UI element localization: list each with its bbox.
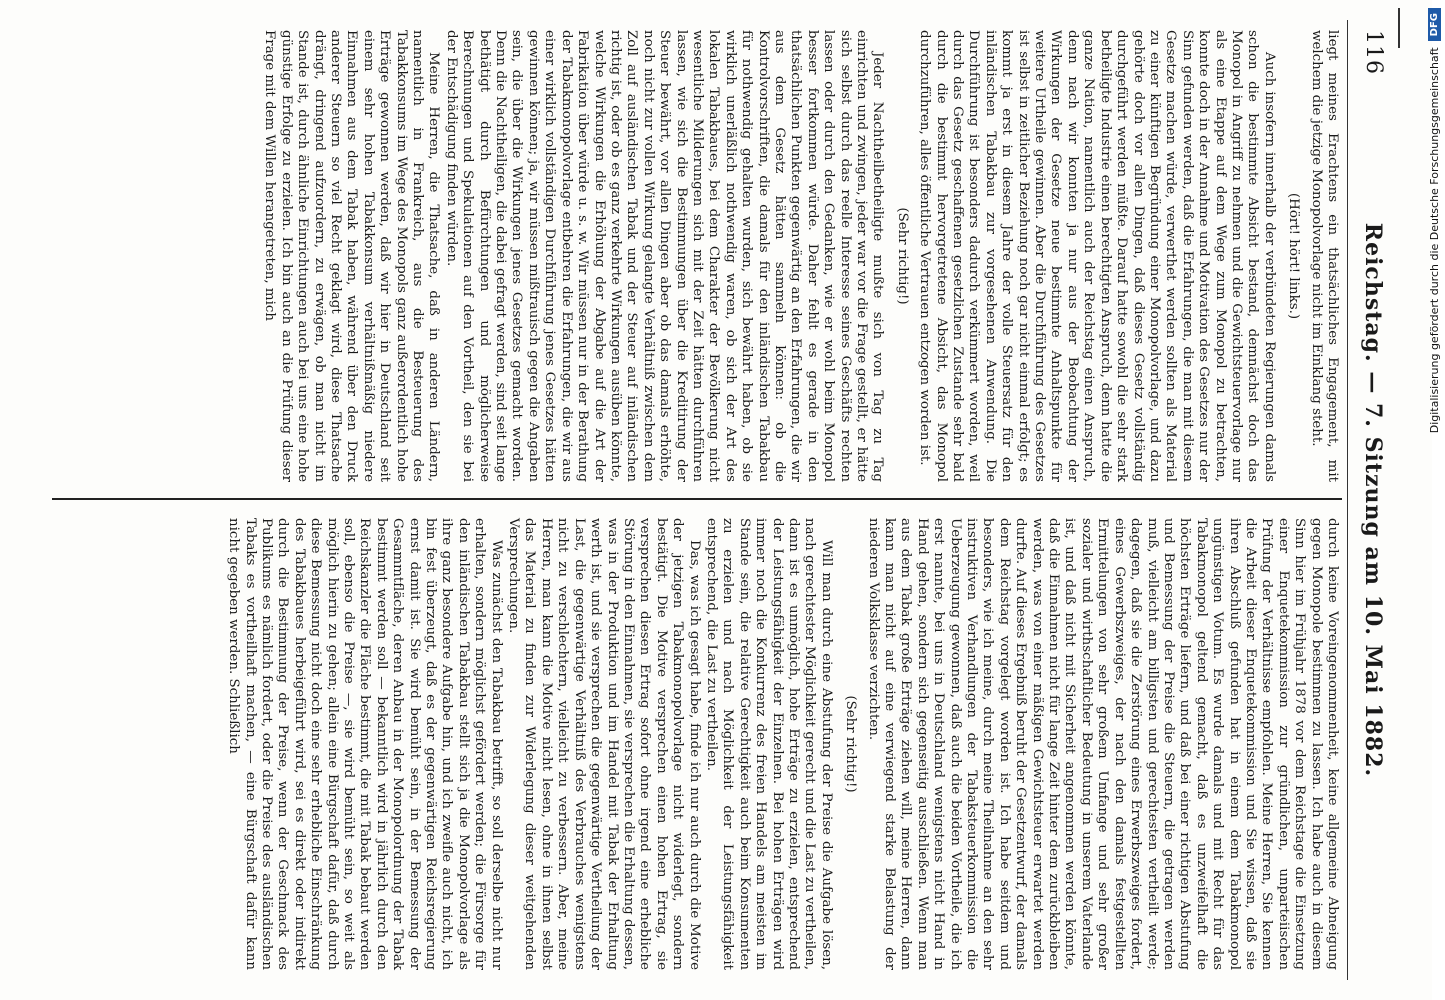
dfg-logo: DFG — [1428, 8, 1441, 41]
right-column — [60, 518, 1340, 970]
paragraph: Will man durch eine Abstufung der Preise die Aufgabe lösen, nach gerechtester Möglichkeit gerecht und die Last zu vertheilen, dann ist es unmöglich, hohe Erträge zu erzielen, entsprechend der Leistungsfähigkeit der Einzelnen. Bei hohen Erträgen wird immer noch die Konkurrenz des freien Handels am meisten im Stande sein, die relative Gerechtigkeit auch beim Konsumenten zu erzielen und nach Möglichkeit der Leistungsfähigkeit entsprechend, die Last zu vertheilen. — [703, 518, 834, 970]
credit-text: Digitalisierung gefördert durch die Deutsche Forschungsgemeinschaft — [1427, 47, 1441, 434]
credit-text-rotated — [1423, 8, 1445, 992]
page-title: Reichstag. — 7. Sitzung am 10. Mai 1882. — [1360, 222, 1386, 778]
page-header — [1350, 20, 1400, 980]
page-number: 116 — [1361, 30, 1386, 75]
column-divider — [52, 498, 1342, 500]
interjection: (Hört! hört! links.) — [1286, 192, 1302, 320]
paragraph: Auch insofern innerhalb der verbündeten Regierungen damals schon die bestimmte Absicht bestand, demnächst doch das Monopol in Angriff zu nehmen und die Gewichtsteuervorlage nur als eine Etappe auf dem Wege zum Monopol zu betrachten, konnte doch in der Annahme und Motivation des Gesetzes nur der Sinn gefunden werden, daß die Erfahrungen, die man mit diesem Gesetze machen würde, verwerthet werden sollten als Material zu einer künftigen Begründung einer Monopolvorlage, und dazu gehörte doch vor allen Dingen, daß dieses Gesetz vollständig durchgeführt werden müßte. Darauf hatte sowohl die sehr stark betheiligte Industrie einen berechtigten Anspruch, denn hatte die ganze Nation, namentlich auch der Reichstag einen Anspruch, denn nach wir konnten ja nur aus der Beobachtung der Wirkungen der Gesetze neue bestimmte Anhaltspunkte für weitere Urtheile gewinnen. Aber die Durchführung des Gesetzes ist selbst in zeitlicher Beziehung noch gar nicht einmal erfolgt; es kommt ja erst in diesem Jahre der volle Steuersatz für den inländischen Tabakbau zur vorgesehenen Anwendung. Die Durchführung ist besonders dadurch verkümmert worden, weil durch das Gesetz geschaffenen gesetzlichen Zustande sehr bald durch die bestimmt hervorgetretene Absicht, das Monopol durchzuführen, alles öffentliche Vertrauen entzogen worden ist. — [917, 30, 1277, 482]
paragraph: liegt meines Erachtens ein thatsächliches Engagement, mit welchem die jetzige Monopolvorlage nicht im Einklang steht. — [1308, 30, 1340, 482]
paragraph: Das, was ich gesagt habe, finde ich nur auch durch die Motive der jetzigen Tabakmonopolvorlage nicht widerlegt, sondern bestätigt. Die Motive versprechen einen hohen Ertrag, sie versprechen diesen Ertrag sofort ohne irgend eine erhebliche Störung in den Einnahmen, sie versprechen die Erhaltung dessen, was in der Produktion und im Handel mit Tabak der Erhaltung werth ist, und sie versprechen die gegenwärtige Vertheilung der Last, die gegenwärtige Verhältniß des Verbrauches wenigstens nicht zu verschlechtern, vielleicht zu verbessern. Aber, meine Herren, man kann die Motive nicht lesen, ohne in ihnen selbst das Material zu finden zur Widerlegung dieser weitgehenden Versprechungen. — [506, 518, 702, 970]
digitization-credit — [1401, 8, 1441, 992]
paragraph: durch keine Voreingenommenheit, keine allgemeine Abneigung gegen Monopole bestimmen zu lassen. Ich habe auch in diesem Sinn hier im Frühjahr 1878 vor dem Reichstage die Einsetzung einer Enquetekommission zur gründlichen, unparteiischen Prüfung der Verhältnisse empfohlen. Meine Herren, Sie kennen die Arbeit dieser Enquetekommission und Sie wissen, daß sie ihren Abschluß gefunden hat in einem dem Tabakmonopol ungünstigen Votum. Es wurde damals und mit Recht für das Tabakmonopol geltend gemacht, daß es unzweifelhaft die höchsten Erträge liefern, und daß bei einer richtigen Abstufung und Bemessung der Preise die Steuern, die getragen werden muß, vielleicht am billigsten und gerechtesten vertheilt werde; dagegen, daß sie die Zerstörung eines Erwerbszweiges fordert, eines Gewerbszweiges, der nach den damals festgestellten Ermittelungen von sehr großem Umfange und sehr großer sozialer und wirthschaftlicher Bedeutung in unserem Vaterlande ist, und daß nicht mit Sicherheit angenommen werden könnte, daß die Einnahmen nicht für lange Zeit hinter dem zurückbleiben werden, was von einer mäßigen Gewichtsteuer erwartet werden durfte. Auf dieses Ergebniß beruht der Gesetzentwurf, der damals dem Reichstag vorgelegt worden ist. Ich habe seitdem und besonders, wie ich meine, durch meine Theilnahme an den sehr instruktiven Verhandlungen der Tabaksteuerkommission die Ueberzeugung gewonnen, daß auch die beiden Vortheile, die ich erst nannte, bei uns in Deutschland wenigstens nicht Hand in Hand gehen, sondern sich gegenseitig ausschließen. Wenn man aus dem Tabak große Erträge ziehen will, meine Herren, dann kann man nicht auf eine verwiegend starke Belastung der niederen Volksklasse verzichten. — [865, 518, 1340, 970]
paragraph: Was zunächst den Tabakbau betrifft, so soll derselbe nicht nur erhalten, sondern möglichst gefördert werden; die Fürsorge für den inländischen Tabakbau stellt sich ja die Monopolvorlage als ihre ganz besondere Aufgabe hin, und ich zweifle auch nicht, ich bin fest überzeugt, daß es der gegenwärtigen Reichsregierung ernst damit ist. Sie wird bemüht sein, in der Bemessung der Gesammtfläche, deren Anbau in der Monopolordnung der Tabak bestimmt werden soll — bekanntlich wird in jährlich durch den Reichskanzler die Fläche bestimmt, die mit Tabak bebaut werden soll, ebenso die Preise —, sie wird bemüht sein, so weit als möglich hierin zu gehen; allein eine Bürgschaft dafür, daß durch diese Bemessung nicht doch eine sehr erhebliche Einschränkung des Tabakbaues herbeigeführt wird, sei es direkt oder indirekt durch die Bestimmung der Preise, wenn der Geschmack des Publikums es nämlich fordert, oder die Preise des ausländischen Tabaks es vortheilhaft machen, — eine Bürgschaft dafür kann nicht gegeben werden. Schließlich — [226, 518, 504, 970]
paragraph: Meine Herren, die Thatsache, daß in anderen Ländern, namentlich in Frankreich, aus die Besteuerung des Tabakkonsums im Wege des Monopols ganz außerordentlich hohe Erträge gewonnen werden, daß wir hier in Deutschland seit einem sehr hohen Tabakkonsum verhältnißmäßig niedere Einnahmen aus dem Tabak haben, während über den Druck anderer Steuern so viel Recht geklagt wird, diese Thatsache drängt, dringend aufzuordern, zu erwägen, ob man nicht im Stande ist, durch ähnliche Einrichtungen auch bei uns eine hohe günstige Erfolge zu erzielen. Ich bin auch an die Prüfung dieser Frage mit dem Willen herangetreten, mich — [262, 30, 442, 482]
edge-mark — [1398, 8, 1400, 48]
header-rule — [1347, 20, 1348, 980]
interjection: (Sehr richtig!) — [894, 207, 910, 305]
rotated-page-content — [40, 20, 1400, 980]
interjection: (Sehr richtig!) — [843, 695, 859, 793]
left-column — [60, 30, 1340, 482]
paragraph: Jeder Nachtheilbetheiligte mußte sich von Tag zu Tag einrichten und zwingen, jeder war vor die Frage gestellt, er hätte sich selbst durch das reelle Interesse seines Geschäfts rechten lassen oder durch den Gedanken, wie er wohl beim Monopol besser fortkommen würde. Daher fehlt es gerade in den thatsächlichen Punkten gegenwärtig an den Erfahrungen, die wir aus dem Gesetz hätten sammeln können: ob die Kontrolvorschriften, die damals für den inländischen Tabakbau für nothwendig gehalten wurden, sich bewährt haben, ob sie wirklich unerläßlich nothwendig waren, ob sich der Art des lokalen Tabakbaues, bei dem Charakter der Bevölkerung nicht wesentliche Milderungen sich mit der Zeit hätten durchführen lassen, wie sich die Bestimmungen über die Kreditirung der Steuer bewährt, vor allen Dingen aber ob das damals erhöhte, noch nicht zur vollen Wirkung gelangte Verhältniß zwischen dem Zoll auf ausländischen Tabak und der Steuer auf inländischen richtig ist, oder ob es ganz verkehrte Wirkungen ausüben könnte, welche Wirkungen die Erhöhung der Abgabe auf die Art der Fabrikation über würde u. s. w. Wir müssen nur in der Berathung der Tabakmonopolvorlage entbehren die Erfahrungen, die wir aus einer wirklich vollständigen Durchführung jenes Gesetzes hätten gewinnen können; ja, wir müssen mißtrauisch gegen die Angaben sein, die über die Wirkungen jenes Gesetzes gemacht worden. Denn die Nachtheiligen, die dabei gefragt werden, sind seit lange bethätigt durch Befürchtungen und möglicherweise Berechnungen und Spekulationen auf den Vortheil, den sie bei der Entschädigung finden würden. — [443, 30, 886, 482]
